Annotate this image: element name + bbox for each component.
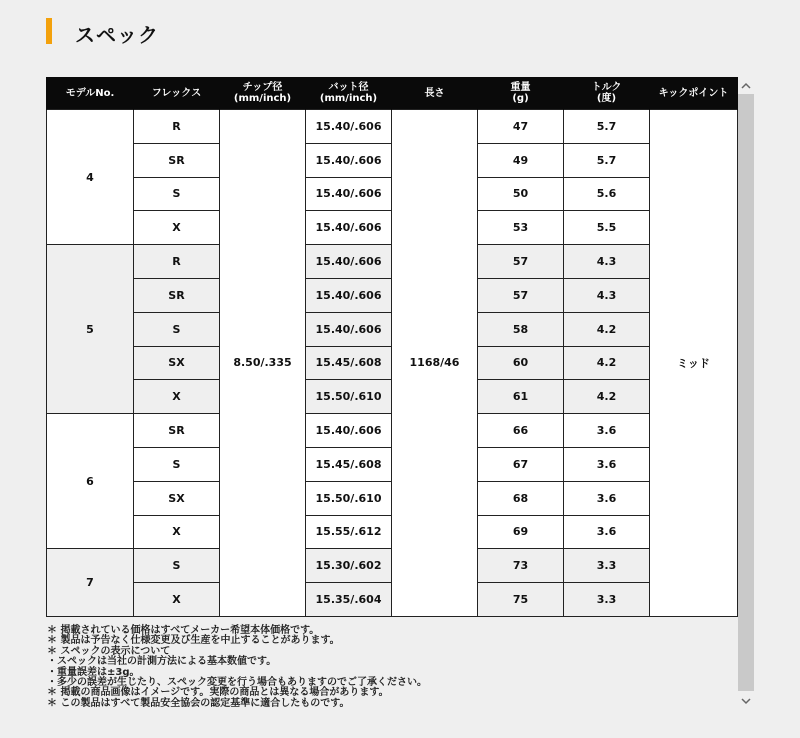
header-butt-label: バット径 bbox=[328, 82, 369, 93]
weight-cell: 69 bbox=[478, 515, 564, 549]
torque-cell: 5.7 bbox=[564, 110, 650, 144]
tip-diameter-cell: 8.50/.335 bbox=[220, 110, 306, 617]
flex-cell: X bbox=[134, 515, 220, 549]
scroll-down-arrow-icon[interactable] bbox=[740, 695, 752, 707]
header-torque bbox=[564, 77, 650, 110]
weight-cell: 57 bbox=[478, 278, 564, 312]
note-item: ＊ 掲載されている価格はすべてメーカー希望本体価格です。 bbox=[47, 625, 320, 636]
butt-cell: 15.40/.606 bbox=[306, 211, 392, 245]
torque-cell: 4.2 bbox=[564, 312, 650, 346]
flex-cell: S bbox=[134, 177, 220, 211]
weight-cell: 61 bbox=[478, 380, 564, 414]
weight-cell: 53 bbox=[478, 211, 564, 245]
spec-table bbox=[46, 77, 738, 617]
butt-cell: 15.40/.606 bbox=[306, 245, 392, 279]
weight-cell: 73 bbox=[478, 549, 564, 583]
note-item: ＊ この製品はすべて製品安全協会の認定基準に適合したものです。 bbox=[47, 697, 350, 709]
butt-cell: 15.40/.606 bbox=[306, 110, 392, 144]
butt-cell: 15.55/.612 bbox=[306, 515, 392, 549]
butt-cell: 15.40/.606 bbox=[306, 143, 392, 177]
flex-cell: SX bbox=[134, 481, 220, 515]
kick-point-cell: ミッド bbox=[650, 110, 738, 617]
torque-cell: 5.7 bbox=[564, 143, 650, 177]
butt-cell: 15.50/.610 bbox=[306, 380, 392, 414]
header-flex: フレックス bbox=[134, 77, 220, 110]
page-title: スペック bbox=[75, 23, 159, 47]
model-cell: 5 bbox=[47, 245, 134, 414]
torque-cell: 5.5 bbox=[564, 211, 650, 245]
torque-cell: 4.2 bbox=[564, 346, 650, 380]
flex-cell: X bbox=[134, 583, 220, 617]
flex-cell: R bbox=[134, 245, 220, 279]
header-kick: キックポイント bbox=[650, 77, 738, 110]
torque-cell: 3.3 bbox=[564, 583, 650, 617]
butt-cell: 15.35/.604 bbox=[306, 583, 392, 617]
butt-cell: 15.40/.606 bbox=[306, 312, 392, 346]
butt-cell: 15.30/.602 bbox=[306, 549, 392, 583]
note-item: ・スペックは当社の計測方法による基本数値です。 bbox=[47, 656, 277, 668]
butt-cell: 15.40/.606 bbox=[306, 177, 392, 211]
flex-cell: R bbox=[134, 110, 220, 144]
header-tip-label: チップ径 bbox=[242, 82, 283, 93]
weight-cell: 57 bbox=[478, 245, 564, 279]
scroll-up-arrow-icon[interactable] bbox=[740, 80, 752, 92]
note-item: ＊ 製品は予告なく仕様変更及び生産を中止することがあります。 bbox=[47, 635, 340, 647]
flex-cell: S bbox=[134, 312, 220, 346]
header-weight-label: 重量 bbox=[510, 82, 531, 93]
model-cell: 7 bbox=[47, 549, 134, 617]
header-torque-unit: (度) bbox=[596, 93, 617, 104]
torque-cell: 5.6 bbox=[564, 177, 650, 211]
flex-cell: X bbox=[134, 380, 220, 414]
weight-cell: 68 bbox=[478, 481, 564, 515]
header-weight-unit: (g) bbox=[512, 93, 529, 104]
header-butt-unit: (mm/inch) bbox=[319, 93, 378, 104]
note-item: ＊ スペックの表示について bbox=[47, 645, 171, 657]
length-cell: 1168/46 bbox=[392, 110, 478, 617]
scrollbar-track[interactable] bbox=[738, 94, 754, 691]
flex-cell: SR bbox=[134, 278, 220, 312]
weight-cell: 49 bbox=[478, 143, 564, 177]
flex-cell: SR bbox=[134, 143, 220, 177]
torque-cell: 3.6 bbox=[564, 414, 650, 448]
header-tip-unit: (mm/inch) bbox=[233, 93, 292, 104]
butt-cell: 15.45/.608 bbox=[306, 447, 392, 481]
header-weight bbox=[478, 77, 564, 110]
torque-cell: 4.3 bbox=[564, 278, 650, 312]
header-butt bbox=[306, 77, 392, 110]
header-length: 長さ bbox=[392, 77, 478, 110]
butt-cell: 15.40/.606 bbox=[306, 414, 392, 448]
flex-cell: SX bbox=[134, 346, 220, 380]
note-item: ・多少の誤差が生じたり、スペック変更を行う場合もありますのでご了承ください。 bbox=[47, 677, 427, 689]
weight-cell: 47 bbox=[478, 110, 564, 144]
table-header-row bbox=[47, 77, 738, 110]
torque-cell: 3.6 bbox=[564, 515, 650, 549]
weight-cell: 58 bbox=[478, 312, 564, 346]
butt-cell: 15.45/.608 bbox=[306, 346, 392, 380]
note-item: ・重量誤差は±3g。 bbox=[47, 666, 140, 678]
weight-cell: 75 bbox=[478, 583, 564, 617]
notes-section bbox=[47, 626, 427, 709]
torque-cell: 3.3 bbox=[564, 549, 650, 583]
title-accent-bar bbox=[46, 18, 52, 44]
torque-cell: 3.6 bbox=[564, 481, 650, 515]
model-cell: 4 bbox=[47, 110, 134, 245]
flex-cell: S bbox=[134, 549, 220, 583]
butt-cell: 15.50/.610 bbox=[306, 481, 392, 515]
weight-cell: 60 bbox=[478, 346, 564, 380]
torque-cell: 4.2 bbox=[564, 380, 650, 414]
note-item: ＊ 掲載の商品画像はイメージです。実際の商品とは異なる場合があります。 bbox=[47, 687, 389, 699]
weight-cell: 67 bbox=[478, 447, 564, 481]
weight-cell: 50 bbox=[478, 177, 564, 211]
header-model: モデルNo. bbox=[47, 77, 134, 110]
header-torque-label: トルク bbox=[591, 82, 622, 93]
butt-cell: 15.40/.606 bbox=[306, 278, 392, 312]
header-tip bbox=[220, 77, 306, 110]
flex-cell: S bbox=[134, 447, 220, 481]
table-row bbox=[47, 110, 738, 144]
torque-cell: 4.3 bbox=[564, 245, 650, 279]
flex-cell: SR bbox=[134, 414, 220, 448]
model-cell: 6 bbox=[47, 414, 134, 549]
weight-cell: 66 bbox=[478, 414, 564, 448]
flex-cell: X bbox=[134, 211, 220, 245]
torque-cell: 3.6 bbox=[564, 447, 650, 481]
